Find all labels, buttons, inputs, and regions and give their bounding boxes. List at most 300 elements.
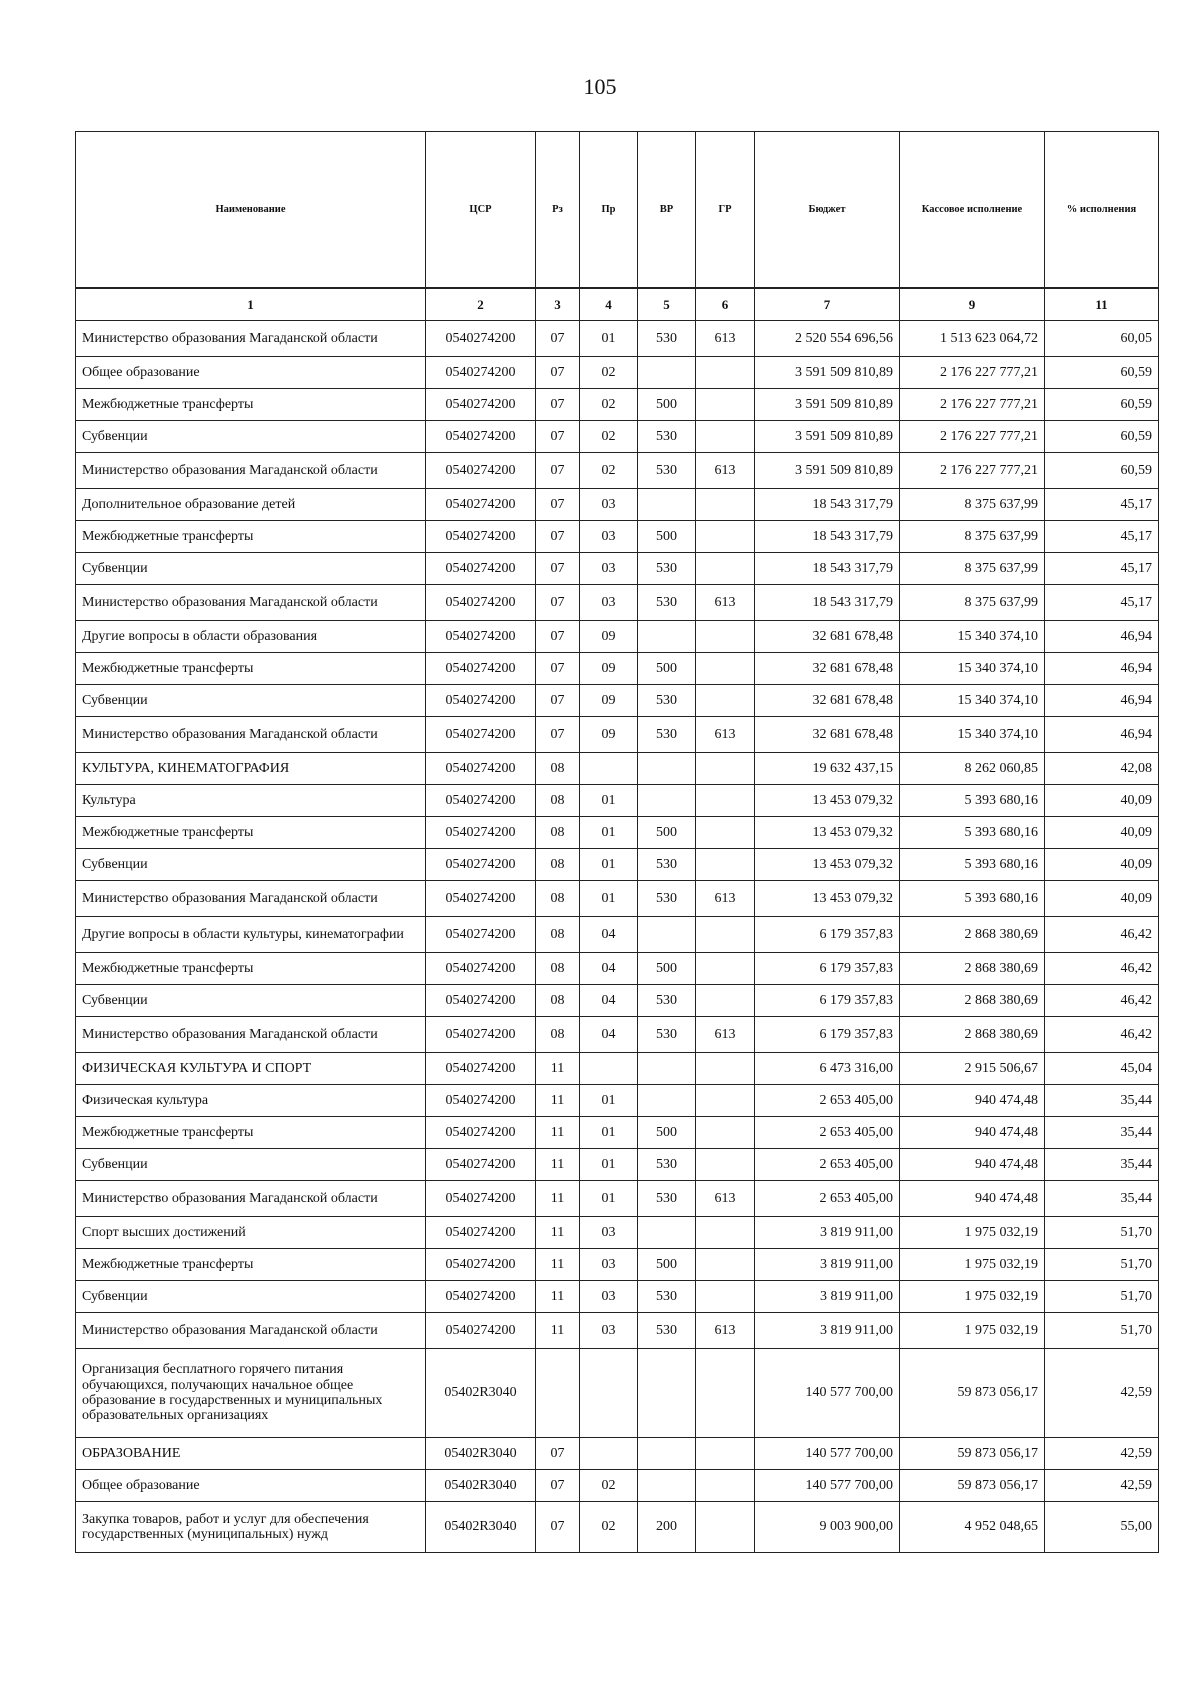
row-execution-cell: 5 393 680,16 (900, 817, 1045, 849)
row-rz-cell: 11 (536, 1281, 580, 1313)
row-gr-cell (696, 917, 755, 953)
row-pr-cell: 03 (580, 553, 638, 585)
row-execution-cell: 2 868 380,69 (900, 953, 1045, 985)
row-percent-cell: 60,59 (1045, 389, 1159, 421)
column-number: 7 (755, 288, 900, 321)
table-row (76, 881, 1159, 917)
table-row (76, 321, 1159, 357)
row-rz-cell: 07 (536, 421, 580, 453)
table-row (76, 785, 1159, 817)
row-name-cell: Межбюджетные трансферты (76, 1117, 426, 1149)
row-csr-cell: 0540274200 (426, 453, 536, 489)
row-csr-cell: 0540274200 (426, 1053, 536, 1085)
row-gr-cell (696, 421, 755, 453)
table-row (76, 753, 1159, 785)
table-row (76, 1470, 1159, 1502)
table-row (76, 1053, 1159, 1085)
row-execution-cell: 8 375 637,99 (900, 521, 1045, 553)
row-rz-cell: 07 (536, 585, 580, 621)
table-row (76, 489, 1159, 521)
row-pr-cell: 04 (580, 953, 638, 985)
row-rz-cell: 08 (536, 917, 580, 953)
row-execution-cell: 1 975 032,19 (900, 1281, 1045, 1313)
row-rz-cell: 08 (536, 849, 580, 881)
row-vr-cell: 500 (638, 653, 696, 685)
table-row (76, 1249, 1159, 1281)
row-execution-cell: 5 393 680,16 (900, 881, 1045, 917)
row-budget-cell: 32 681 678,48 (755, 717, 900, 753)
table-row (76, 1149, 1159, 1181)
table-row (76, 553, 1159, 585)
row-vr-cell: 530 (638, 585, 696, 621)
row-rz-cell: 07 (536, 521, 580, 553)
row-pr-cell: 01 (580, 1085, 638, 1117)
column-number: 1 (76, 288, 426, 321)
row-percent-cell: 35,44 (1045, 1085, 1159, 1117)
row-vr-cell: 500 (638, 953, 696, 985)
row-budget-cell: 3 819 911,00 (755, 1217, 900, 1249)
row-csr-cell: 0540274200 (426, 553, 536, 585)
row-csr-cell: 0540274200 (426, 1117, 536, 1149)
row-pr-cell: 03 (580, 521, 638, 553)
header-vr: ВР (638, 132, 696, 289)
row-budget-cell: 3 819 911,00 (755, 1313, 900, 1349)
table-row (76, 953, 1159, 985)
row-pr-cell: 03 (580, 1281, 638, 1313)
row-pr-cell: 02 (580, 357, 638, 389)
row-execution-cell: 1 975 032,19 (900, 1249, 1045, 1281)
row-csr-cell: 0540274200 (426, 953, 536, 985)
row-csr-cell: 0540274200 (426, 785, 536, 817)
row-percent-cell: 45,17 (1045, 521, 1159, 553)
row-csr-cell: 0540274200 (426, 321, 536, 357)
row-execution-cell: 5 393 680,16 (900, 849, 1045, 881)
row-name-cell: Межбюджетные трансферты (76, 817, 426, 849)
row-budget-cell: 13 453 079,32 (755, 849, 900, 881)
row-pr-cell: 01 (580, 849, 638, 881)
row-name-cell: Субвенции (76, 1149, 426, 1181)
row-gr-cell (696, 1249, 755, 1281)
row-rz-cell: 08 (536, 785, 580, 817)
row-gr-cell: 613 (696, 321, 755, 357)
row-vr-cell (638, 621, 696, 653)
header-pr: Пр (580, 132, 638, 289)
row-percent-cell: 46,42 (1045, 953, 1159, 985)
row-percent-cell: 40,09 (1045, 785, 1159, 817)
row-pr-cell: 09 (580, 717, 638, 753)
row-execution-cell: 1 975 032,19 (900, 1217, 1045, 1249)
header-gr: ГР (696, 132, 755, 289)
row-gr-cell (696, 753, 755, 785)
row-execution-cell: 2 176 227 777,21 (900, 421, 1045, 453)
row-name-cell: Министерство образования Магаданской области (76, 453, 426, 489)
row-name-cell: Другие вопросы в области образования (76, 621, 426, 653)
row-pr-cell: 09 (580, 653, 638, 685)
row-execution-cell: 2 868 380,69 (900, 1017, 1045, 1053)
row-gr-cell (696, 521, 755, 553)
row-budget-cell: 19 632 437,15 (755, 753, 900, 785)
row-execution-cell: 59 873 056,17 (900, 1470, 1045, 1502)
row-vr-cell: 500 (638, 1249, 696, 1281)
row-percent-cell: 55,00 (1045, 1502, 1159, 1553)
row-budget-cell: 32 681 678,48 (755, 685, 900, 717)
row-percent-cell: 42,59 (1045, 1438, 1159, 1470)
row-percent-cell: 42,08 (1045, 753, 1159, 785)
row-gr-cell (696, 1502, 755, 1553)
row-rz-cell: 08 (536, 881, 580, 917)
row-csr-cell: 0540274200 (426, 1313, 536, 1349)
row-percent-cell: 46,42 (1045, 1017, 1159, 1053)
row-rz-cell: 11 (536, 1117, 580, 1149)
row-pr-cell: 03 (580, 1217, 638, 1249)
row-rz-cell: 07 (536, 553, 580, 585)
table-row (76, 453, 1159, 489)
row-percent-cell: 46,94 (1045, 653, 1159, 685)
row-percent-cell: 42,59 (1045, 1349, 1159, 1438)
row-csr-cell: 0540274200 (426, 985, 536, 1017)
row-percent-cell: 35,44 (1045, 1117, 1159, 1149)
row-vr-cell: 530 (638, 881, 696, 917)
row-csr-cell: 0540274200 (426, 849, 536, 881)
row-execution-cell: 8 375 637,99 (900, 585, 1045, 621)
row-rz-cell: 07 (536, 621, 580, 653)
row-vr-cell: 530 (638, 985, 696, 1017)
row-vr-cell: 530 (638, 321, 696, 357)
row-name-cell: Министерство образования Магаданской области (76, 881, 426, 917)
row-pr-cell: 01 (580, 817, 638, 849)
row-rz-cell: 07 (536, 321, 580, 357)
row-csr-cell: 0540274200 (426, 1085, 536, 1117)
header-percent-execution: % исполнения (1045, 132, 1159, 289)
row-vr-cell: 530 (638, 1313, 696, 1349)
row-name-cell: Организация бесплатного горячего питания обучающихся, получающих начальное общее образование в государственных и муниципальных образовательных организациях (76, 1349, 426, 1438)
row-execution-cell: 2 176 227 777,21 (900, 357, 1045, 389)
row-budget-cell: 18 543 317,79 (755, 553, 900, 585)
row-budget-cell: 6 473 316,00 (755, 1053, 900, 1085)
row-pr-cell (580, 1349, 638, 1438)
row-csr-cell: 0540274200 (426, 1149, 536, 1181)
table-row (76, 817, 1159, 849)
row-name-cell: ФИЗИЧЕСКАЯ КУЛЬТУРА И СПОРТ (76, 1053, 426, 1085)
table-row (76, 917, 1159, 953)
row-pr-cell: 03 (580, 585, 638, 621)
row-name-cell: Субвенции (76, 685, 426, 717)
row-percent-cell: 60,59 (1045, 357, 1159, 389)
row-execution-cell: 4 952 048,65 (900, 1502, 1045, 1553)
row-name-cell: Общее образование (76, 1470, 426, 1502)
header-cash-execution: Кассовое исполнение (900, 132, 1045, 289)
row-rz-cell: 11 (536, 1217, 580, 1249)
row-name-cell: Общее образование (76, 357, 426, 389)
row-vr-cell (638, 1438, 696, 1470)
row-gr-cell (696, 1281, 755, 1313)
row-execution-cell: 2 176 227 777,21 (900, 453, 1045, 489)
row-csr-cell: 0540274200 (426, 817, 536, 849)
row-gr-cell (696, 785, 755, 817)
row-name-cell: Субвенции (76, 985, 426, 1017)
table-row (76, 621, 1159, 653)
row-execution-cell: 8 375 637,99 (900, 553, 1045, 585)
row-vr-cell: 530 (638, 553, 696, 585)
row-pr-cell: 04 (580, 917, 638, 953)
row-vr-cell: 500 (638, 521, 696, 553)
row-percent-cell: 40,09 (1045, 817, 1159, 849)
row-name-cell: Межбюджетные трансферты (76, 1249, 426, 1281)
row-gr-cell (696, 621, 755, 653)
row-name-cell: Субвенции (76, 1281, 426, 1313)
row-name-cell: КУЛЬТУРА, КИНЕМАТОГРАФИЯ (76, 753, 426, 785)
row-csr-cell: 0540274200 (426, 1249, 536, 1281)
row-percent-cell: 51,70 (1045, 1313, 1159, 1349)
header-budget: Бюджет (755, 132, 900, 289)
row-csr-cell: 0540274200 (426, 917, 536, 953)
table-row (76, 585, 1159, 621)
row-execution-cell: 940 474,48 (900, 1117, 1045, 1149)
row-gr-cell: 613 (696, 585, 755, 621)
row-name-cell: Межбюджетные трансферты (76, 653, 426, 685)
table-row (76, 1438, 1159, 1470)
row-rz-cell: 11 (536, 1053, 580, 1085)
row-execution-cell: 940 474,48 (900, 1149, 1045, 1181)
row-pr-cell: 03 (580, 489, 638, 521)
row-csr-cell: 0540274200 (426, 389, 536, 421)
row-vr-cell (638, 357, 696, 389)
row-pr-cell: 01 (580, 1117, 638, 1149)
row-execution-cell: 8 375 637,99 (900, 489, 1045, 521)
row-execution-cell: 2 868 380,69 (900, 917, 1045, 953)
row-execution-cell: 5 393 680,16 (900, 785, 1045, 817)
row-percent-cell: 51,70 (1045, 1249, 1159, 1281)
row-name-cell: Межбюджетные трансферты (76, 389, 426, 421)
table-row (76, 389, 1159, 421)
row-vr-cell (638, 1349, 696, 1438)
row-gr-cell (696, 553, 755, 585)
row-budget-cell: 3 591 509 810,89 (755, 389, 900, 421)
row-vr-cell (638, 1085, 696, 1117)
row-vr-cell (638, 1053, 696, 1085)
row-name-cell: Физическая культура (76, 1085, 426, 1117)
row-vr-cell: 200 (638, 1502, 696, 1553)
row-budget-cell: 140 577 700,00 (755, 1438, 900, 1470)
row-csr-cell: 0540274200 (426, 585, 536, 621)
row-vr-cell: 500 (638, 817, 696, 849)
row-vr-cell: 530 (638, 1281, 696, 1313)
row-vr-cell: 530 (638, 1181, 696, 1217)
row-percent-cell: 40,09 (1045, 849, 1159, 881)
row-budget-cell: 13 453 079,32 (755, 785, 900, 817)
row-budget-cell: 18 543 317,79 (755, 489, 900, 521)
row-budget-cell: 2 520 554 696,56 (755, 321, 900, 357)
table-row (76, 421, 1159, 453)
row-percent-cell: 60,59 (1045, 421, 1159, 453)
row-vr-cell (638, 1470, 696, 1502)
table-body (76, 321, 1159, 1553)
row-vr-cell: 530 (638, 1149, 696, 1181)
row-rz-cell: 11 (536, 1249, 580, 1281)
row-rz-cell: 07 (536, 717, 580, 753)
row-csr-cell: 0540274200 (426, 685, 536, 717)
table-row (76, 985, 1159, 1017)
row-gr-cell: 613 (696, 1181, 755, 1217)
row-pr-cell: 02 (580, 421, 638, 453)
row-percent-cell: 40,09 (1045, 881, 1159, 917)
row-csr-cell: 0540274200 (426, 717, 536, 753)
column-number: 6 (696, 288, 755, 321)
row-name-cell: Министерство образования Магаданской области (76, 717, 426, 753)
row-vr-cell: 500 (638, 389, 696, 421)
table-row (76, 357, 1159, 389)
row-pr-cell: 01 (580, 785, 638, 817)
column-number: 11 (1045, 288, 1159, 321)
row-execution-cell: 15 340 374,10 (900, 621, 1045, 653)
row-budget-cell: 6 179 357,83 (755, 917, 900, 953)
row-gr-cell: 613 (696, 1313, 755, 1349)
row-vr-cell (638, 1217, 696, 1249)
row-gr-cell (696, 489, 755, 521)
row-csr-cell: 0540274200 (426, 653, 536, 685)
row-gr-cell (696, 653, 755, 685)
table-row (76, 1017, 1159, 1053)
row-percent-cell: 46,94 (1045, 621, 1159, 653)
row-name-cell: Межбюджетные трансферты (76, 521, 426, 553)
column-number: 4 (580, 288, 638, 321)
row-vr-cell: 530 (638, 685, 696, 717)
row-rz-cell: 07 (536, 1470, 580, 1502)
row-budget-cell: 18 543 317,79 (755, 521, 900, 553)
table-row (76, 1313, 1159, 1349)
row-percent-cell: 35,44 (1045, 1149, 1159, 1181)
row-pr-cell: 09 (580, 621, 638, 653)
row-name-cell: Министерство образования Магаданской области (76, 1017, 426, 1053)
table-row (76, 1502, 1159, 1553)
table-row (76, 1217, 1159, 1249)
row-execution-cell: 2 176 227 777,21 (900, 389, 1045, 421)
table-row (76, 1085, 1159, 1117)
row-vr-cell (638, 489, 696, 521)
row-rz-cell: 07 (536, 653, 580, 685)
row-percent-cell: 45,17 (1045, 553, 1159, 585)
row-gr-cell (696, 817, 755, 849)
row-rz-cell: 08 (536, 953, 580, 985)
row-percent-cell: 46,94 (1045, 685, 1159, 717)
row-budget-cell: 13 453 079,32 (755, 881, 900, 917)
row-execution-cell: 8 262 060,85 (900, 753, 1045, 785)
row-budget-cell: 3 819 911,00 (755, 1281, 900, 1313)
row-execution-cell: 59 873 056,17 (900, 1438, 1045, 1470)
row-rz-cell: 11 (536, 1181, 580, 1217)
row-csr-cell: 0540274200 (426, 489, 536, 521)
row-csr-cell: 0540274200 (426, 1281, 536, 1313)
row-percent-cell: 45,04 (1045, 1053, 1159, 1085)
row-gr-cell (696, 1085, 755, 1117)
row-pr-cell: 03 (580, 1249, 638, 1281)
row-pr-cell: 04 (580, 1017, 638, 1053)
row-csr-cell: 0540274200 (426, 621, 536, 653)
row-csr-cell: 05402R3040 (426, 1470, 536, 1502)
row-vr-cell: 530 (638, 1017, 696, 1053)
row-pr-cell: 02 (580, 1502, 638, 1553)
row-vr-cell: 500 (638, 1117, 696, 1149)
table-row (76, 717, 1159, 753)
row-rz-cell: 08 (536, 1017, 580, 1053)
row-budget-cell: 2 653 405,00 (755, 1181, 900, 1217)
row-budget-cell: 3 819 911,00 (755, 1249, 900, 1281)
row-rz-cell: 07 (536, 685, 580, 717)
row-gr-cell (696, 685, 755, 717)
column-number: 2 (426, 288, 536, 321)
row-csr-cell: 05402R3040 (426, 1502, 536, 1553)
row-pr-cell: 01 (580, 1149, 638, 1181)
row-vr-cell: 530 (638, 849, 696, 881)
page-number: 105 (583, 74, 617, 99)
table-row (76, 653, 1159, 685)
row-rz-cell: 08 (536, 985, 580, 1017)
row-rz-cell: 07 (536, 1502, 580, 1553)
row-execution-cell: 15 340 374,10 (900, 717, 1045, 753)
row-name-cell: Министерство образования Магаданской области (76, 585, 426, 621)
row-name-cell: Другие вопросы в области культуры, кинематографии (76, 917, 426, 953)
row-gr-cell (696, 357, 755, 389)
row-vr-cell: 530 (638, 421, 696, 453)
row-csr-cell: 0540274200 (426, 357, 536, 389)
row-gr-cell (696, 1117, 755, 1149)
column-number: 3 (536, 288, 580, 321)
row-execution-cell: 940 474,48 (900, 1181, 1045, 1217)
row-gr-cell (696, 985, 755, 1017)
row-pr-cell: 03 (580, 1313, 638, 1349)
row-gr-cell (696, 1053, 755, 1085)
column-number: 9 (900, 288, 1045, 321)
row-csr-cell: 0540274200 (426, 1017, 536, 1053)
row-percent-cell: 35,44 (1045, 1181, 1159, 1217)
row-pr-cell: 02 (580, 389, 638, 421)
row-name-cell: Субвенции (76, 421, 426, 453)
row-pr-cell: 02 (580, 1470, 638, 1502)
row-gr-cell (696, 849, 755, 881)
row-gr-cell: 613 (696, 453, 755, 489)
row-csr-cell: 0540274200 (426, 1217, 536, 1249)
row-budget-cell: 2 653 405,00 (755, 1117, 900, 1149)
row-name-cell: Дополнительное образование детей (76, 489, 426, 521)
row-name-cell: ОБРАЗОВАНИЕ (76, 1438, 426, 1470)
table-row (76, 849, 1159, 881)
row-gr-cell (696, 953, 755, 985)
row-gr-cell (696, 1349, 755, 1438)
table-row (76, 1117, 1159, 1149)
row-rz-cell: 07 (536, 489, 580, 521)
row-rz-cell: 11 (536, 1313, 580, 1349)
row-name-cell: Субвенции (76, 849, 426, 881)
row-execution-cell: 1 513 623 064,72 (900, 321, 1045, 357)
row-csr-cell: 0540274200 (426, 421, 536, 453)
row-gr-cell: 613 (696, 717, 755, 753)
row-percent-cell: 46,94 (1045, 717, 1159, 753)
row-pr-cell: 04 (580, 985, 638, 1017)
row-execution-cell: 2 868 380,69 (900, 985, 1045, 1017)
row-name-cell: Министерство образования Магаданской области (76, 1313, 426, 1349)
row-vr-cell (638, 753, 696, 785)
row-budget-cell: 9 003 900,00 (755, 1502, 900, 1553)
row-percent-cell: 51,70 (1045, 1281, 1159, 1313)
row-execution-cell: 2 915 506,67 (900, 1053, 1045, 1085)
row-rz-cell: 11 (536, 1149, 580, 1181)
row-percent-cell: 46,42 (1045, 985, 1159, 1017)
row-budget-cell: 6 179 357,83 (755, 985, 900, 1017)
row-name-cell: Субвенции (76, 553, 426, 585)
row-name-cell: Министерство образования Магаданской области (76, 321, 426, 357)
row-rz-cell: 07 (536, 453, 580, 489)
row-percent-cell: 42,59 (1045, 1470, 1159, 1502)
